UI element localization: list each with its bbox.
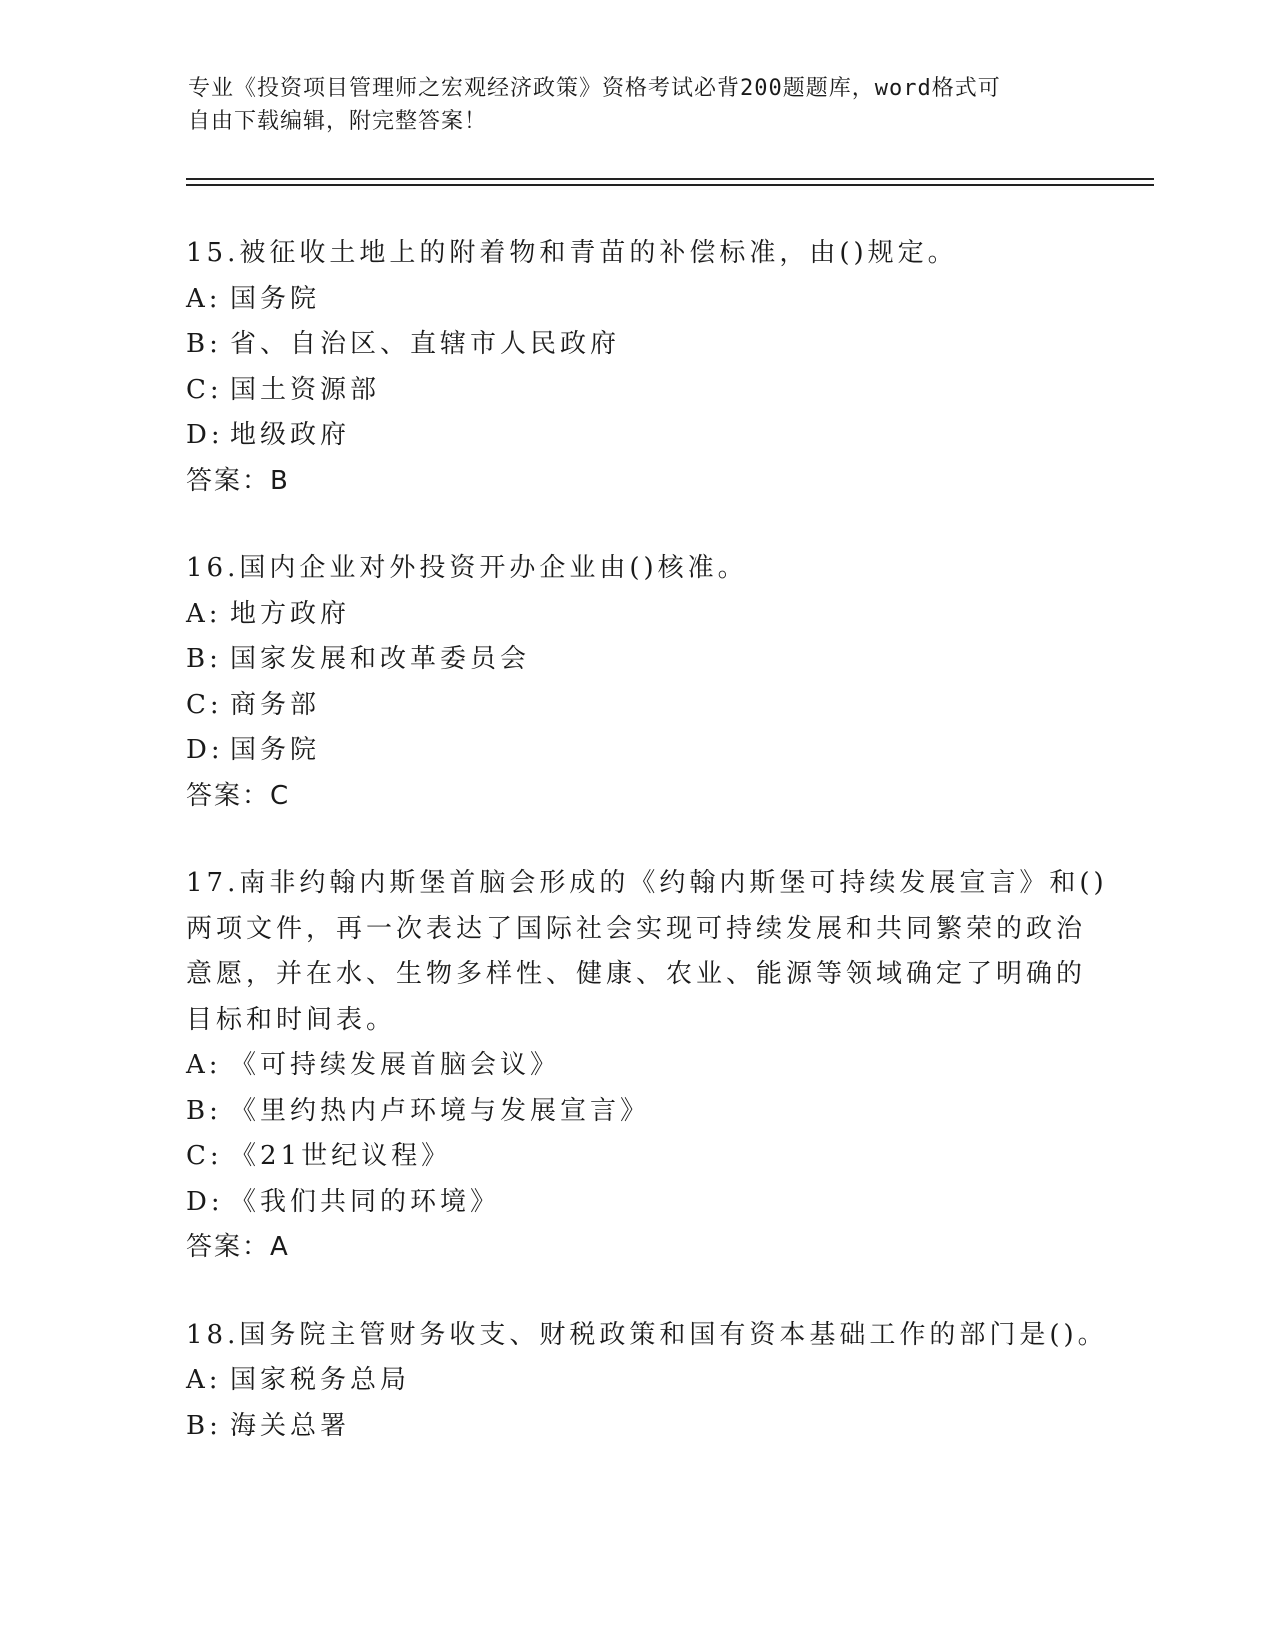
option-key: B: bbox=[186, 1095, 222, 1126]
option-key: A: bbox=[186, 1365, 222, 1395]
option-text: 海关总署 bbox=[230, 1410, 351, 1441]
question-text: 15.被征收土地上的附着物和青苗的补偿标准，由()规定。 bbox=[186, 238, 958, 268]
header-divider-bottom bbox=[186, 184, 1154, 186]
option-text: 国家税务总局 bbox=[230, 1365, 411, 1395]
option-key: D: bbox=[186, 735, 224, 765]
question-16 bbox=[186, 546, 1086, 819]
question-15 bbox=[186, 231, 1086, 504]
option-c bbox=[186, 368, 1086, 414]
question-17 bbox=[186, 861, 1108, 1271]
option-text: 《可持续发展首脑会议》 bbox=[230, 1050, 561, 1080]
option-text: 国务院 bbox=[230, 735, 321, 765]
option-b bbox=[186, 1404, 1086, 1450]
header-divider-top bbox=[186, 178, 1154, 180]
option-text: 商务部 bbox=[230, 689, 321, 720]
option-a bbox=[186, 1043, 1086, 1089]
header-line-1: 专业《投资项目管理师之宏观经济政策》资格考试必背200题题库，word格式可 bbox=[188, 76, 1001, 101]
question-text-line-2: 两项文件，再一次表达了国际社会实现可持续发展和共同繁荣的政治 bbox=[186, 913, 1087, 944]
option-a bbox=[186, 1358, 1086, 1404]
option-text: 地级政府 bbox=[230, 420, 351, 450]
option-key: A: bbox=[186, 598, 222, 629]
option-c bbox=[186, 683, 1086, 729]
question-text-line-3: 意愿，并在水、生物多样性、健康、农业、能源等领域确定了明确的 bbox=[186, 959, 1087, 989]
option-text: 《里约热内卢环境与发展宣言》 bbox=[230, 1095, 651, 1126]
question-list bbox=[186, 231, 1108, 1491]
option-key: D: bbox=[186, 1186, 224, 1217]
answer: 答案：A bbox=[186, 1232, 290, 1262]
answer: 答案：B bbox=[186, 465, 290, 496]
option-text: 地方政府 bbox=[230, 598, 351, 629]
option-text: 国务院 bbox=[230, 283, 321, 314]
option-key: B: bbox=[186, 329, 222, 359]
option-key: B: bbox=[186, 644, 222, 674]
option-key: A: bbox=[186, 283, 222, 314]
question-18 bbox=[186, 1313, 1108, 1450]
option-key: C: bbox=[186, 689, 223, 720]
header-line-2: 自由下载编辑，附完整答案！ bbox=[188, 109, 488, 134]
option-text: 《21世纪议程》 bbox=[230, 1141, 452, 1171]
option-key: C: bbox=[186, 1141, 223, 1171]
option-a bbox=[186, 277, 1086, 323]
option-text: 省、自治区、直辖市人民政府 bbox=[230, 329, 621, 359]
option-key: B: bbox=[186, 1410, 222, 1441]
option-d bbox=[186, 413, 1086, 459]
option-a bbox=[186, 592, 1086, 638]
option-d bbox=[186, 1180, 1086, 1226]
option-d bbox=[186, 728, 1086, 774]
option-key: D: bbox=[186, 420, 224, 450]
option-c bbox=[186, 1134, 1086, 1180]
option-text: 《我们共同的环境》 bbox=[230, 1186, 501, 1217]
question-text-line-4: 目标和时间表。 bbox=[186, 1004, 397, 1035]
option-b bbox=[186, 637, 1086, 683]
question-text: 16.国内企业对外投资开办企业由()核准。 bbox=[186, 553, 748, 583]
option-key: A: bbox=[186, 1050, 222, 1080]
document-header bbox=[188, 72, 1068, 138]
option-key: C: bbox=[186, 374, 223, 405]
option-b bbox=[186, 1089, 1086, 1135]
option-b bbox=[186, 322, 1086, 368]
answer: 答案：C bbox=[186, 780, 291, 811]
question-text: 18.国务院主管财务收支、财税政策和国有资本基础工作的部门是()。 bbox=[186, 1319, 1108, 1350]
question-text-line-1: 17.南非约翰内斯堡首脑会形成的《约翰内斯堡可持续发展宣言》和() bbox=[186, 868, 1108, 898]
option-text: 国土资源部 bbox=[230, 374, 381, 405]
option-text: 国家发展和改革委员会 bbox=[230, 644, 531, 674]
